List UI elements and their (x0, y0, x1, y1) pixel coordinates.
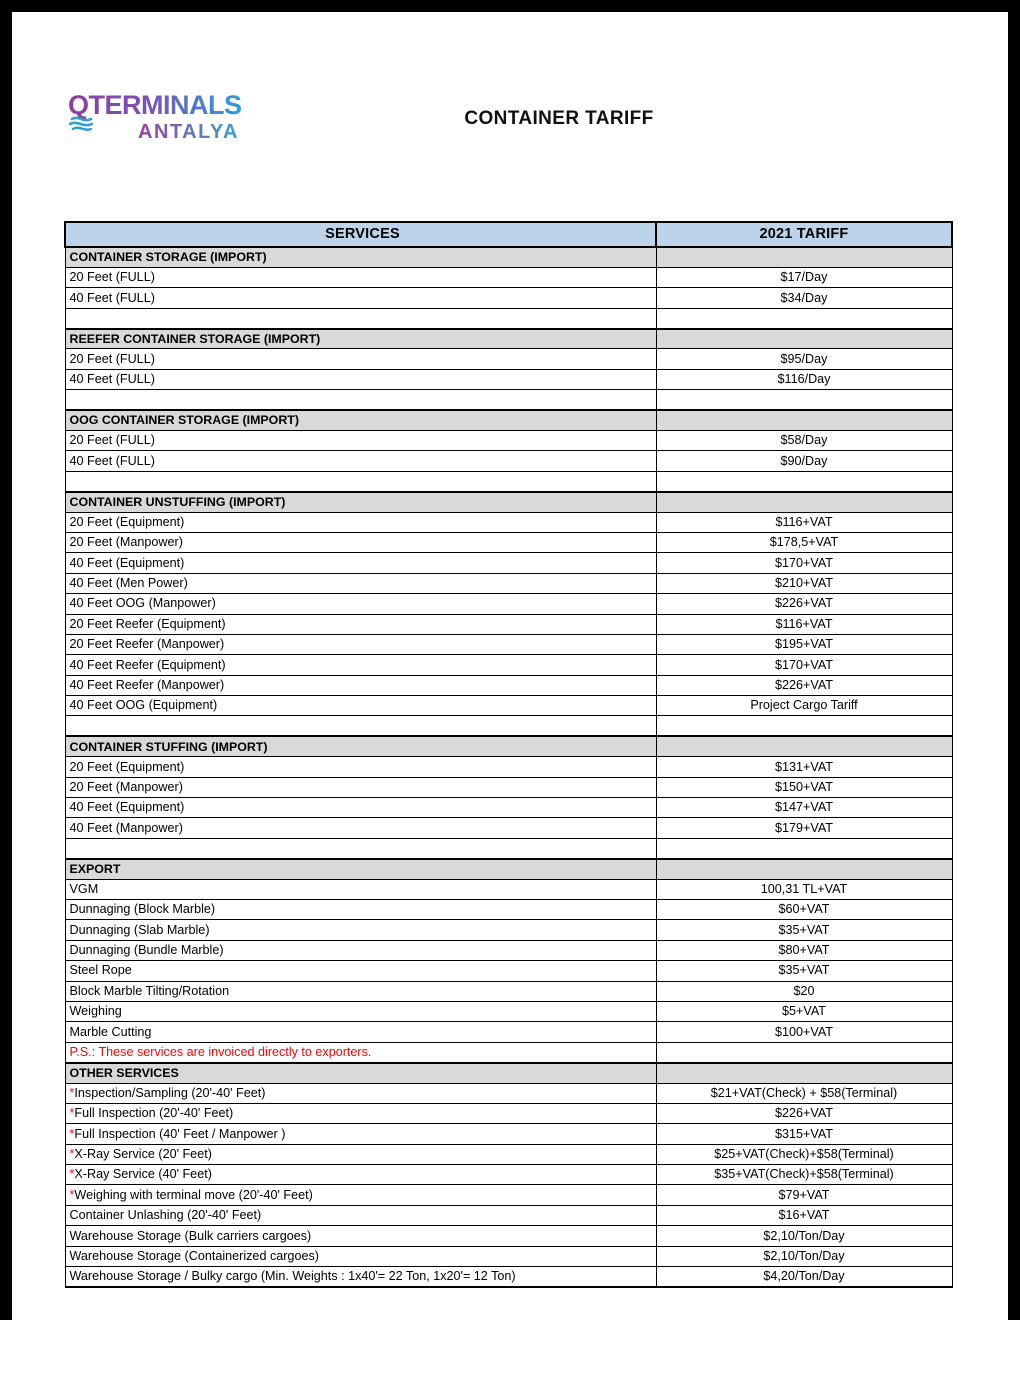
cell-service: 20 Feet Reefer (Equipment) (65, 614, 656, 634)
table-row (65, 431, 952, 451)
cell-tariff: $79+VAT (656, 1185, 952, 1205)
table-row (65, 553, 952, 573)
table-row (65, 1267, 952, 1287)
qterminals-logo (68, 84, 268, 146)
cell-tariff: $2,10/Ton/Day (656, 1226, 952, 1246)
cell-tariff (656, 390, 952, 410)
cell-service: 40 Feet (FULL) (65, 451, 656, 471)
cell-service: *Weighing with terminal move (20'-40' Feet) (65, 1185, 656, 1205)
table-row (65, 1083, 952, 1103)
cell-service: P.S.: These services are invoiced directly to exporters. (65, 1042, 656, 1062)
cell-service (65, 471, 656, 491)
cell-tariff (656, 492, 952, 512)
cell-tariff: $80+VAT (656, 940, 952, 960)
cell-service: Warehouse Storage / Bulky cargo (Min. Weights : 1x40'= 22 Ton, 1x20'= 12 Ton) (65, 1267, 656, 1287)
cell-tariff: $60+VAT (656, 900, 952, 920)
cell-tariff: $178,5+VAT (656, 532, 952, 552)
cell-service: 40 Feet OOG (Manpower) (65, 594, 656, 614)
table-row (65, 369, 952, 389)
cell-service: 20 Feet (FULL) (65, 431, 656, 451)
cell-tariff: $116/Day (656, 369, 952, 389)
cell-tariff: $34/Day (656, 288, 952, 308)
cell-tariff (656, 1063, 952, 1083)
cell-service: 20 Feet (Manpower) (65, 532, 656, 552)
table-spacer-row (65, 308, 952, 328)
cell-service: VGM (65, 879, 656, 899)
cell-tariff (656, 410, 952, 430)
cell-service: REEFER CONTAINER STORAGE (IMPORT) (65, 329, 656, 349)
table-row (65, 940, 952, 960)
cell-tariff: $179+VAT (656, 818, 952, 838)
cell-service: CONTAINER STUFFING (IMPORT) (65, 736, 656, 756)
qterminals-logo-icon (68, 88, 268, 146)
cell-service: Dunnaging (Block Marble) (65, 900, 656, 920)
table-section-row (65, 329, 952, 349)
cell-service: Warehouse Storage (Containerized cargoes) (65, 1246, 656, 1266)
cell-tariff: $4,20/Ton/Day (656, 1267, 952, 1287)
document-header (12, 84, 1008, 162)
cell-tariff: $226+VAT (656, 594, 952, 614)
cell-tariff: $35+VAT (656, 961, 952, 981)
cell-service: 20 Feet (Manpower) (65, 777, 656, 797)
cell-tariff: $17/Day (656, 267, 952, 287)
cell-service: Marble Cutting (65, 1022, 656, 1042)
column-header-services: SERVICES (65, 222, 656, 247)
cell-service: *Full Inspection (40' Feet / Manpower ) (65, 1124, 656, 1144)
table-row (65, 798, 952, 818)
cell-tariff: $5+VAT (656, 1001, 952, 1021)
cell-tariff (656, 838, 952, 858)
cell-tariff (656, 859, 952, 879)
cell-tariff: $147+VAT (656, 798, 952, 818)
cell-tariff: $226+VAT (656, 675, 952, 695)
cell-service: 40 Feet OOG (Equipment) (65, 696, 656, 716)
table-note-row (65, 1042, 952, 1062)
cell-service: 20 Feet (FULL) (65, 267, 656, 287)
cell-service (65, 716, 656, 736)
cell-tariff (656, 716, 952, 736)
cell-service: OOG CONTAINER STORAGE (IMPORT) (65, 410, 656, 430)
cell-service: Steel Rope (65, 961, 656, 981)
cell-service: 20 Feet (FULL) (65, 349, 656, 369)
table-row (65, 696, 952, 716)
table-row (65, 757, 952, 777)
cell-tariff (656, 1042, 952, 1062)
cell-service: *X-Ray Service (20' Feet) (65, 1144, 656, 1164)
cell-tariff: $170+VAT (656, 553, 952, 573)
table-row (65, 1144, 952, 1164)
cell-tariff: $226+VAT (656, 1103, 952, 1123)
tariff-table (64, 221, 953, 1288)
table-row (65, 288, 952, 308)
cell-tariff: $100+VAT (656, 1022, 952, 1042)
cell-service: 20 Feet (Equipment) (65, 757, 656, 777)
cell-service: 40 Feet (FULL) (65, 369, 656, 389)
table-row (65, 1165, 952, 1185)
table-row (65, 1185, 952, 1205)
cell-service: Warehouse Storage (Bulk carriers cargoes) (65, 1226, 656, 1246)
cell-tariff: $90/Day (656, 451, 952, 471)
cell-tariff: $315+VAT (656, 1124, 952, 1144)
cell-service: Dunnaging (Slab Marble) (65, 920, 656, 940)
cell-tariff: $58/Day (656, 431, 952, 451)
cell-tariff: $35+VAT (656, 920, 952, 940)
cell-service: 40 Feet (FULL) (65, 288, 656, 308)
asterisk-marker: * (69, 1126, 75, 1141)
cell-tariff (656, 308, 952, 328)
cell-tariff: $2,10/Ton/Day (656, 1246, 952, 1266)
cell-service: Weighing (65, 1001, 656, 1021)
cell-service: 20 Feet Reefer (Manpower) (65, 634, 656, 654)
cell-service: *X-Ray Service (40' Feet) (65, 1165, 656, 1185)
cell-service: 40 Feet Reefer (Equipment) (65, 655, 656, 675)
table-row (65, 818, 952, 838)
page-title: CONTAINER TARIFF (464, 108, 654, 129)
cell-tariff: $116+VAT (656, 614, 952, 634)
cell-service: 40 Feet (Equipment) (65, 553, 656, 573)
cell-service: 40 Feet (Manpower) (65, 818, 656, 838)
table-row (65, 961, 952, 981)
cell-tariff: Project Cargo Tariff (656, 696, 952, 716)
table-row (65, 920, 952, 940)
table-row (65, 1103, 952, 1123)
cell-service (65, 308, 656, 328)
asterisk-marker: * (69, 1187, 75, 1202)
cell-service: OTHER SERVICES (65, 1063, 656, 1083)
table-row (65, 1001, 952, 1021)
table-row (65, 451, 952, 471)
table-section-row (65, 247, 952, 267)
cell-tariff: $131+VAT (656, 757, 952, 777)
table-row (65, 1022, 952, 1042)
document-sheet (12, 84, 1008, 1380)
table-row (65, 1205, 952, 1225)
table-row (65, 879, 952, 899)
cell-tariff (656, 329, 952, 349)
cell-tariff: $25+VAT(Check)+$58(Terminal) (656, 1144, 952, 1164)
cell-tariff: $195+VAT (656, 634, 952, 654)
table-row (65, 614, 952, 634)
table-row (65, 777, 952, 797)
table-row (65, 594, 952, 614)
cell-service: 40 Feet (Equipment) (65, 798, 656, 818)
table-spacer-row (65, 471, 952, 491)
asterisk-marker: * (69, 1167, 75, 1182)
cell-service: Dunnaging (Bundle Marble) (65, 940, 656, 960)
table-section-row (65, 736, 952, 756)
svg-text:QTERMINALS: QTERMINALS (68, 90, 242, 120)
cell-service: EXPORT (65, 859, 656, 879)
table-row (65, 675, 952, 695)
cell-service (65, 838, 656, 858)
cell-tariff: $35+VAT(Check)+$58(Terminal) (656, 1165, 952, 1185)
cell-service: CONTAINER STORAGE (IMPORT) (65, 247, 656, 267)
table-row (65, 1124, 952, 1144)
table-row (65, 267, 952, 287)
table-row (65, 1246, 952, 1266)
table-spacer-row (65, 716, 952, 736)
table-section-row (65, 492, 952, 512)
table-row (65, 1226, 952, 1246)
table-spacer-row (65, 838, 952, 858)
cell-service: 20 Feet (Equipment) (65, 512, 656, 532)
cell-service: *Full Inspection (20'-40' Feet) (65, 1103, 656, 1123)
asterisk-marker: * (69, 1146, 75, 1161)
table-section-row (65, 1063, 952, 1083)
table-row (65, 981, 952, 1001)
asterisk-marker: * (69, 1085, 75, 1100)
table-row (65, 900, 952, 920)
table-section-row (65, 859, 952, 879)
cell-tariff: 100,31 TL+VAT (656, 879, 952, 899)
cell-service: *Inspection/Sampling (20'-40' Feet) (65, 1083, 656, 1103)
tariff-table-container (64, 221, 951, 1288)
cell-tariff: $20 (656, 981, 952, 1001)
table-header-row (65, 222, 952, 247)
table-row (65, 349, 952, 369)
table-row (65, 634, 952, 654)
column-header-tariff: 2021 TARIFF (656, 222, 952, 247)
cell-tariff: $21+VAT(Check) + $58(Terminal) (656, 1083, 952, 1103)
table-row (65, 573, 952, 593)
asterisk-marker: * (69, 1106, 75, 1121)
cell-service: Container Unlashing (20'-40' Feet) (65, 1205, 656, 1225)
table-spacer-row (65, 390, 952, 410)
svg-text:ANTALYA: ANTALYA (138, 121, 239, 143)
cell-service: CONTAINER UNSTUFFING (IMPORT) (65, 492, 656, 512)
cell-tariff: $16+VAT (656, 1205, 952, 1225)
cell-tariff (656, 471, 952, 491)
cell-tariff (656, 247, 952, 267)
cell-tariff: $150+VAT (656, 777, 952, 797)
cell-tariff (656, 736, 952, 756)
table-row (65, 532, 952, 552)
tariff-table-body (65, 247, 952, 1287)
cell-tariff: $95/Day (656, 349, 952, 369)
cell-tariff: $210+VAT (656, 573, 952, 593)
table-row (65, 655, 952, 675)
table-section-row (65, 410, 952, 430)
cell-service: Block Marble Tilting/Rotation (65, 981, 656, 1001)
cell-service: 40 Feet (Men Power) (65, 573, 656, 593)
table-row (65, 512, 952, 532)
cell-tariff: $170+VAT (656, 655, 952, 675)
cell-tariff: $116+VAT (656, 512, 952, 532)
cell-service (65, 390, 656, 410)
cell-service: 40 Feet Reefer (Manpower) (65, 675, 656, 695)
